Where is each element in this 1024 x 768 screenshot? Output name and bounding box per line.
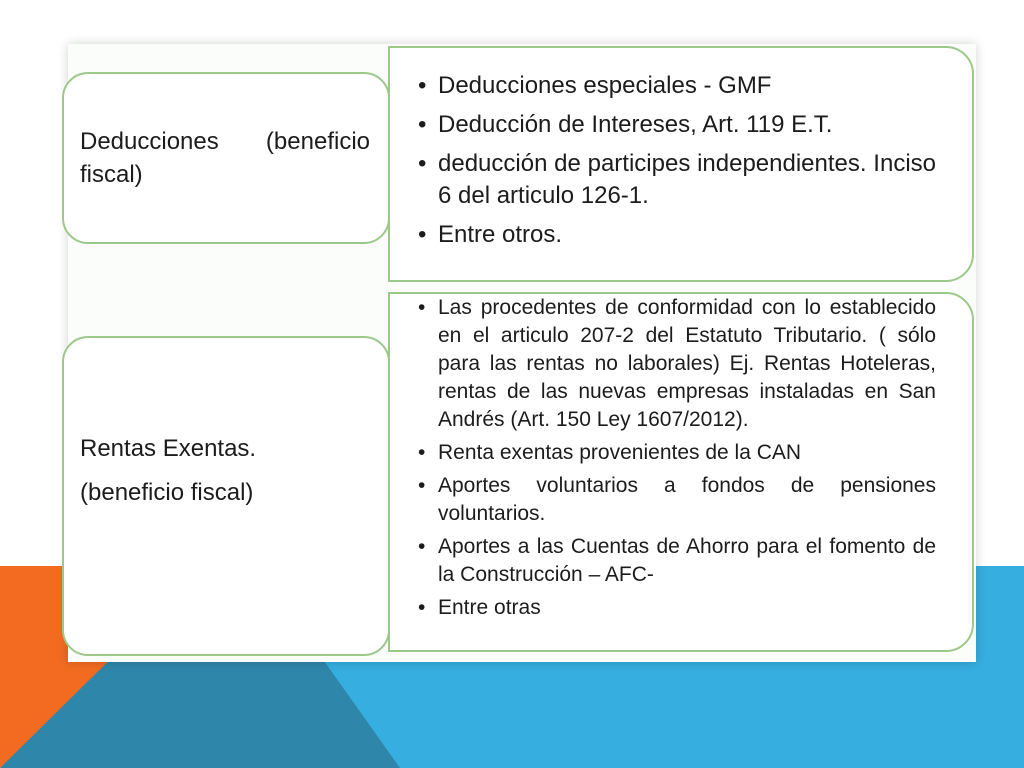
list-item: • Deducción de Intereses, Art. 119 E.T. (416, 109, 936, 141)
list-item: • Entre otras (416, 594, 936, 622)
list-item: • Renta exentas provenientes de la CAN (416, 439, 936, 467)
deducciones-list (416, 70, 936, 251)
list-item: • Entre otros. (416, 219, 936, 251)
list-item: • Las procedentes de conformidad con lo establecido en el articulo 207-2 del Estatuto Tributario. ( sólo para las rentas no laborales) Ej. Rentas Hoteleras, rentas de las nuevas empresas instaladas en San Andrés (Art. 150 Ley 1607/2012). (416, 294, 936, 434)
rentas-exentas-sublabel: (beneficio fiscal) (80, 479, 254, 506)
deducciones-label-box (62, 72, 390, 244)
rentas-exentas-list (416, 294, 936, 622)
list-item: • Deducciones especiales - GMF (416, 70, 936, 102)
list-item: • Aportes a las Cuentas de Ahorro para el fomento de la Construcción – AFC- (416, 533, 936, 589)
rentas-exentas-label-box (62, 336, 390, 656)
list-item: • Aportes voluntarios a fondos de pensiones voluntarios. (416, 472, 936, 528)
rentas-exentas-label: Rentas Exentas. (80, 435, 257, 462)
pasted-diagram-panel (68, 44, 976, 662)
rentas-exentas-content-box (388, 292, 974, 652)
deducciones-label: Deducciones (beneficio fiscal) (80, 128, 370, 188)
list-item: • deducción de participes independientes. Inciso 6 del articulo 126-1. (416, 148, 936, 212)
deducciones-content-box (388, 46, 974, 282)
